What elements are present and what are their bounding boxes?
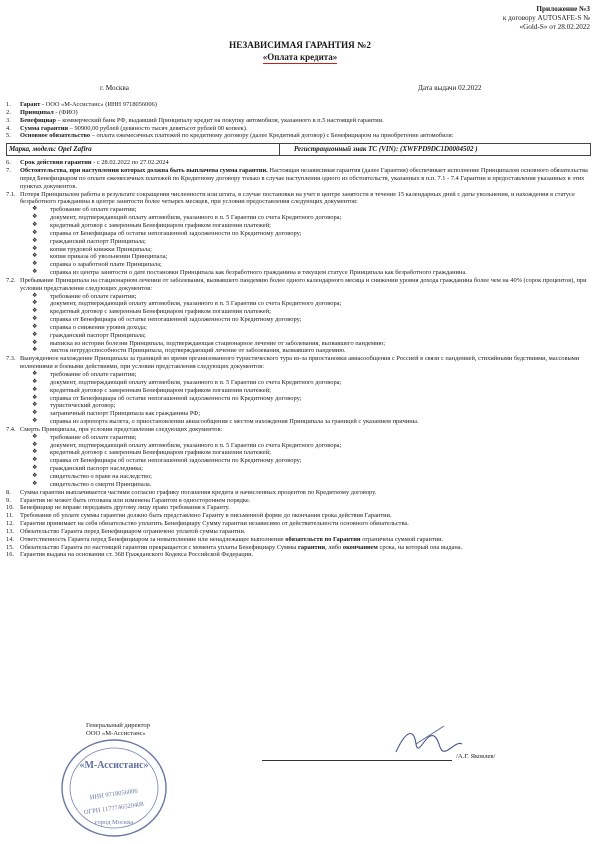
car-model: Марка, модель: Opel Zafira (7, 144, 280, 155)
doc-7-1-3: ❖ справка от Бенефициара об остатке непогашенной задолженности по Кредитному договору; (32, 229, 302, 237)
clause-b-2: 7.1. Потеря Принципалом работы в результате сокращения численности или штата, в случае постановки на учет в центре занятости в течение 15 календарных дней с даты увольнения, и нахождения в статусе безработного гражданина в центре занятости более четырех месяцев, при условии предоставления следующих документов: (6, 190, 575, 206)
doc-7-2-2: ❖ кредитный договор с заверенным Бенефициаром графиком погашения платежей; (32, 308, 271, 316)
clause-7-4: 7.4. Смерть Принципала, при условии представления следующих документов: (6, 426, 591, 434)
clause-7-3: 7.3. Вынужденное нахождение Принципала за границей во время организованного туристического тура из-за приостановки авиасообщения с Россией в связи с пандемией, стихийными бедствиями, массовыми волнениями и боевыми действиями, при условии представления следующих документов: (6, 355, 591, 371)
doc-7-3-2: ❖ кредитный договор с заверенным Бенефициаром графиком погашения платежей; (32, 386, 271, 394)
clause-c-5: 13. Обязательство Гаранта перед Бенефициаром ограничено уплатой суммы гарантии. (6, 527, 246, 535)
clause-b-1: 7. Обстоятельства, при наступлении которых должна быть выплачена сумма гарантии. Настоящая независимая гарантия (далее Гарантия) обеспечивает исполнение Принципалом основного обязательства перед Бенефициаром по оплате ежемесячных платежей по Кредитному договору только в случае наступления одного из обстоятельств, указанных в п.п. 7.1 - 7.4 Гарантии и предоставления указанных в этих пунктах документов. (6, 167, 588, 190)
company-stamp (58, 734, 170, 840)
clause-c-3: 11. Требование об уплате суммы гарантии должно быть представлено Гаранту в письменной форме до окончания срока действия Гарантии. (6, 512, 392, 520)
doc-7-3-5: ❖ заграничный паспорт Принципала как гражданина РФ; (32, 410, 201, 418)
clause-7-2-text: Пребывание Принципала на стационарном лечении от заболевания, вызвавшего пандемию более одного календарного месяца и снижении уровня дохода гражданина более чем на 40% (сорок процентов), при условии представления следующих документов: (20, 276, 587, 292)
doc-7-4-0: ❖ требование об оплате гарантии; (32, 433, 137, 441)
clauses-8-16 (6, 489, 591, 560)
handwritten-signature (386, 722, 466, 764)
doc-7-3-3: ❖ справка от Бенефициара об остатке непогашенной задолженности по Кредитному договору; (32, 394, 302, 402)
document-subtitle (0, 52, 600, 62)
doc-7-2-3: ❖ справка от Бенефициара об остатке непогашенной задолженности по Кредитному договору; (32, 316, 302, 324)
doc-7-2-5: ❖ гражданский паспорт Принципала; (32, 331, 146, 339)
clauses-1-5 (6, 101, 591, 140)
bullets-7-1 (6, 206, 591, 277)
stamp-ring-text: «М-Ассистанс» (79, 760, 149, 771)
issue-date: Дата выдачи 02.2022 (418, 84, 482, 92)
doc-7-4-2: ❖ кредитный договор с заверенным Бенефициаром графиком погашения платежей; (32, 449, 271, 457)
clause-c-8: 16. Гарантия выдана на основании ст. 368 Гражданского Кодекса Российской Федерации. (6, 551, 254, 559)
doc-7-1-7: ❖ справка о заработной плате Принципала; (32, 261, 162, 269)
bullets-7-2 (6, 293, 591, 356)
doc-7-3-1: ❖ документ, подтверждающий оплату автомобиля, указанного в п. 5 Гарантии со счета Кредитного договора; (32, 378, 342, 386)
car-table (6, 143, 591, 156)
doc-7-4-4: ❖ гражданский паспорт наследника; (32, 465, 143, 473)
doc-7-3-6: ❖ справка из аэропорта вылета, о приостановлении авиасообщения с местом нахождения Принципала за границей с указанием причины. (32, 418, 419, 426)
doc-7-4-1: ❖ документ, подтверждающий оплату автомобиля, указанного в п. 5 Гарантии со счета Кредитного договора; (32, 441, 342, 449)
signatory-role-2: ООО «М-Ассистанс» (86, 730, 146, 737)
clause-7-3-text: Вынужденное нахождение Принципала за границей во время организованного туристического тура из-за приостановки авиасообщения с Россией в связи с пандемией, стихийными бедствиями, массовыми волнениями и боевыми действиями, при условии представления следующих документов: (20, 355, 580, 371)
city: г. Москва (100, 84, 129, 92)
bullets-7-3 (6, 371, 591, 426)
contract-ref: к договору AUTOSAFE-S № (502, 14, 590, 22)
doc-7-1-1: ❖ документ, подтверждающий оплату автомобиля, указанного в п. 5 Гарантии со счета Кредитного договора; (32, 214, 342, 222)
car-vin: Регистрационный знак ТС (VIN): (XWFPD9DC1D0004502 ) (294, 145, 478, 154)
clause-4: 5. Основное обязательство – оплата ежемесячных платежей по кредитному договору (далее Кредитный договор) с Бенефициаром на приобретение автомобиля: (6, 132, 454, 140)
doc-7-1-6: ❖ копия приказа об увольнении Принципала; (32, 253, 168, 261)
clauses (6, 101, 591, 559)
document-title: НЕЗАВИСИМАЯ ГАРАНТИЯ №2 (229, 40, 371, 50)
doc-7-3-0: ❖ требование об оплате гарантии; (32, 371, 137, 378)
clause-c-1: 9. Гарантия не может быть отозвана или изменена Гарантом в одностороннем порядке. (6, 496, 251, 504)
clauses-6-7 (6, 159, 591, 206)
signatory (86, 722, 150, 738)
gold-ref: «Gold-S» от 28.02.2022 (519, 23, 590, 31)
doc-7-1-5: ❖ копия трудовой книжки Принципала; (32, 245, 152, 253)
doc-7-4-5: ❖ свидетельство о праве на наследство; (32, 472, 152, 480)
clause-c-7: 15. Обязательство Гаранта по настоящей гарантии прекращается с момента уплаты Бенефициару Суммы гарантии, либо окончанием срока, на который она выдана. (6, 543, 463, 551)
clause-7-2: 7.2. Пребывание Принципала на стационарном лечении от заболевания, вызвавшего пандемию более одного календарного месяца и снижении уровня дохода гражданина более чем на 40% (сорок процентов), при условии представления следующих документов: (6, 277, 591, 293)
doc-7-2-1: ❖ документ, подтверждающий оплату автомобиля, указанного в п. 5 Гарантии со счета Кредитного договора; (32, 300, 342, 308)
stamp-city: город Москва (95, 819, 133, 826)
subtitle-text: «Оплата кредита» (262, 52, 338, 62)
clause-2: 3. Бенефициар – коммерческий банк РФ, выдавший Принципалу кредит на покупку автомобиля, указанного в п.5 настоящей гарантии. (6, 116, 384, 124)
clause-0: 1. Гарант - ООО «М-Ассистанс» (ИНН 9718056006) (6, 101, 157, 108)
doc-7-2-7: ❖ листок нетрудоспособности Принципала, подтверждающий лечение от заболевания, вызвавшего пандемию. (32, 347, 346, 355)
doc-7-4-6: ❖ свидетельство о смерти Принципала. (32, 480, 152, 488)
stamp-inn: ИНН 9718056006 (89, 787, 139, 802)
doc-7-1-8: ❖ справка из центра занятости о дате постановки Принципала как безработного гражданина и текущем статусе Принципала как безработного гражданина. (32, 269, 467, 277)
clause-3: 4. Сумма гарантии – 90900,00 рублей (девяносто тысяч девятьсот рублей 00 копеек). (6, 124, 248, 132)
doc-7-2-4: ❖ справка о снижении уровня дохода; (32, 323, 147, 331)
signatory-role-1: Генеральный директор (86, 722, 151, 729)
doc-7-1-0: ❖ требование об оплате гарантии; (32, 206, 137, 214)
bullets-7-4 (6, 434, 591, 489)
clause-1: 2. Принципал - (ФИО) (6, 108, 78, 116)
appendix-label: Приложение №3 (536, 5, 590, 13)
clause-c-2: 10. Бенефициар не вправе передавать другому лицу право требования к Гаранту. (6, 504, 230, 512)
clause-7-4-text: Смерть Принципала, при условии представления следующих документов: (20, 425, 223, 433)
doc-7-1-2: ❖ кредитный договор с заверенным Бенефициаром графиком погашения платежей; (32, 221, 271, 229)
doc-7-3-4: ❖ туристический договор; (32, 402, 116, 410)
clause-c-0: 8. Сумма гарантии выплачивается частями согласно графику погашения кредита и начисленных процентов по Кредитному договору. (6, 488, 377, 496)
clause-b-0: 6. Срок действия гарантии - с 28.02.2022 по 27.02.2024 (6, 159, 169, 167)
doc-7-4-3: ❖ справка от Бенефициара об остатке непогашенной задолженности по Кредитному договору; (32, 457, 302, 465)
clause-c-6: 14. Ответственность Гаранта перед Бенефициаром за невыполнение или ненадлежащее выполнение обязательств по Гарантии ограничена суммой гарантии. (6, 535, 444, 543)
doc-7-1-4: ❖ гражданский паспорт Принципала; (32, 237, 146, 245)
stamp-ogrn: ОГРН 1177746520408 (83, 800, 145, 817)
appendix-header (503, 5, 590, 32)
doc-7-2-6: ❖ выписка из истории болезни Принципала, подтверждающая стационарное лечение от заболевания, вызвавшего пандемию; (32, 339, 386, 347)
signatory-name: /А.Г. Яковлев/ (456, 753, 496, 760)
clause-c-4: 12. Гарантия принимает на себя обязательство уплатить Бенефициару Сумму гарантии независимо от действительности основного обязательства. (6, 520, 409, 528)
doc-7-2-0: ❖ требование об оплате гарантии; (32, 292, 137, 300)
